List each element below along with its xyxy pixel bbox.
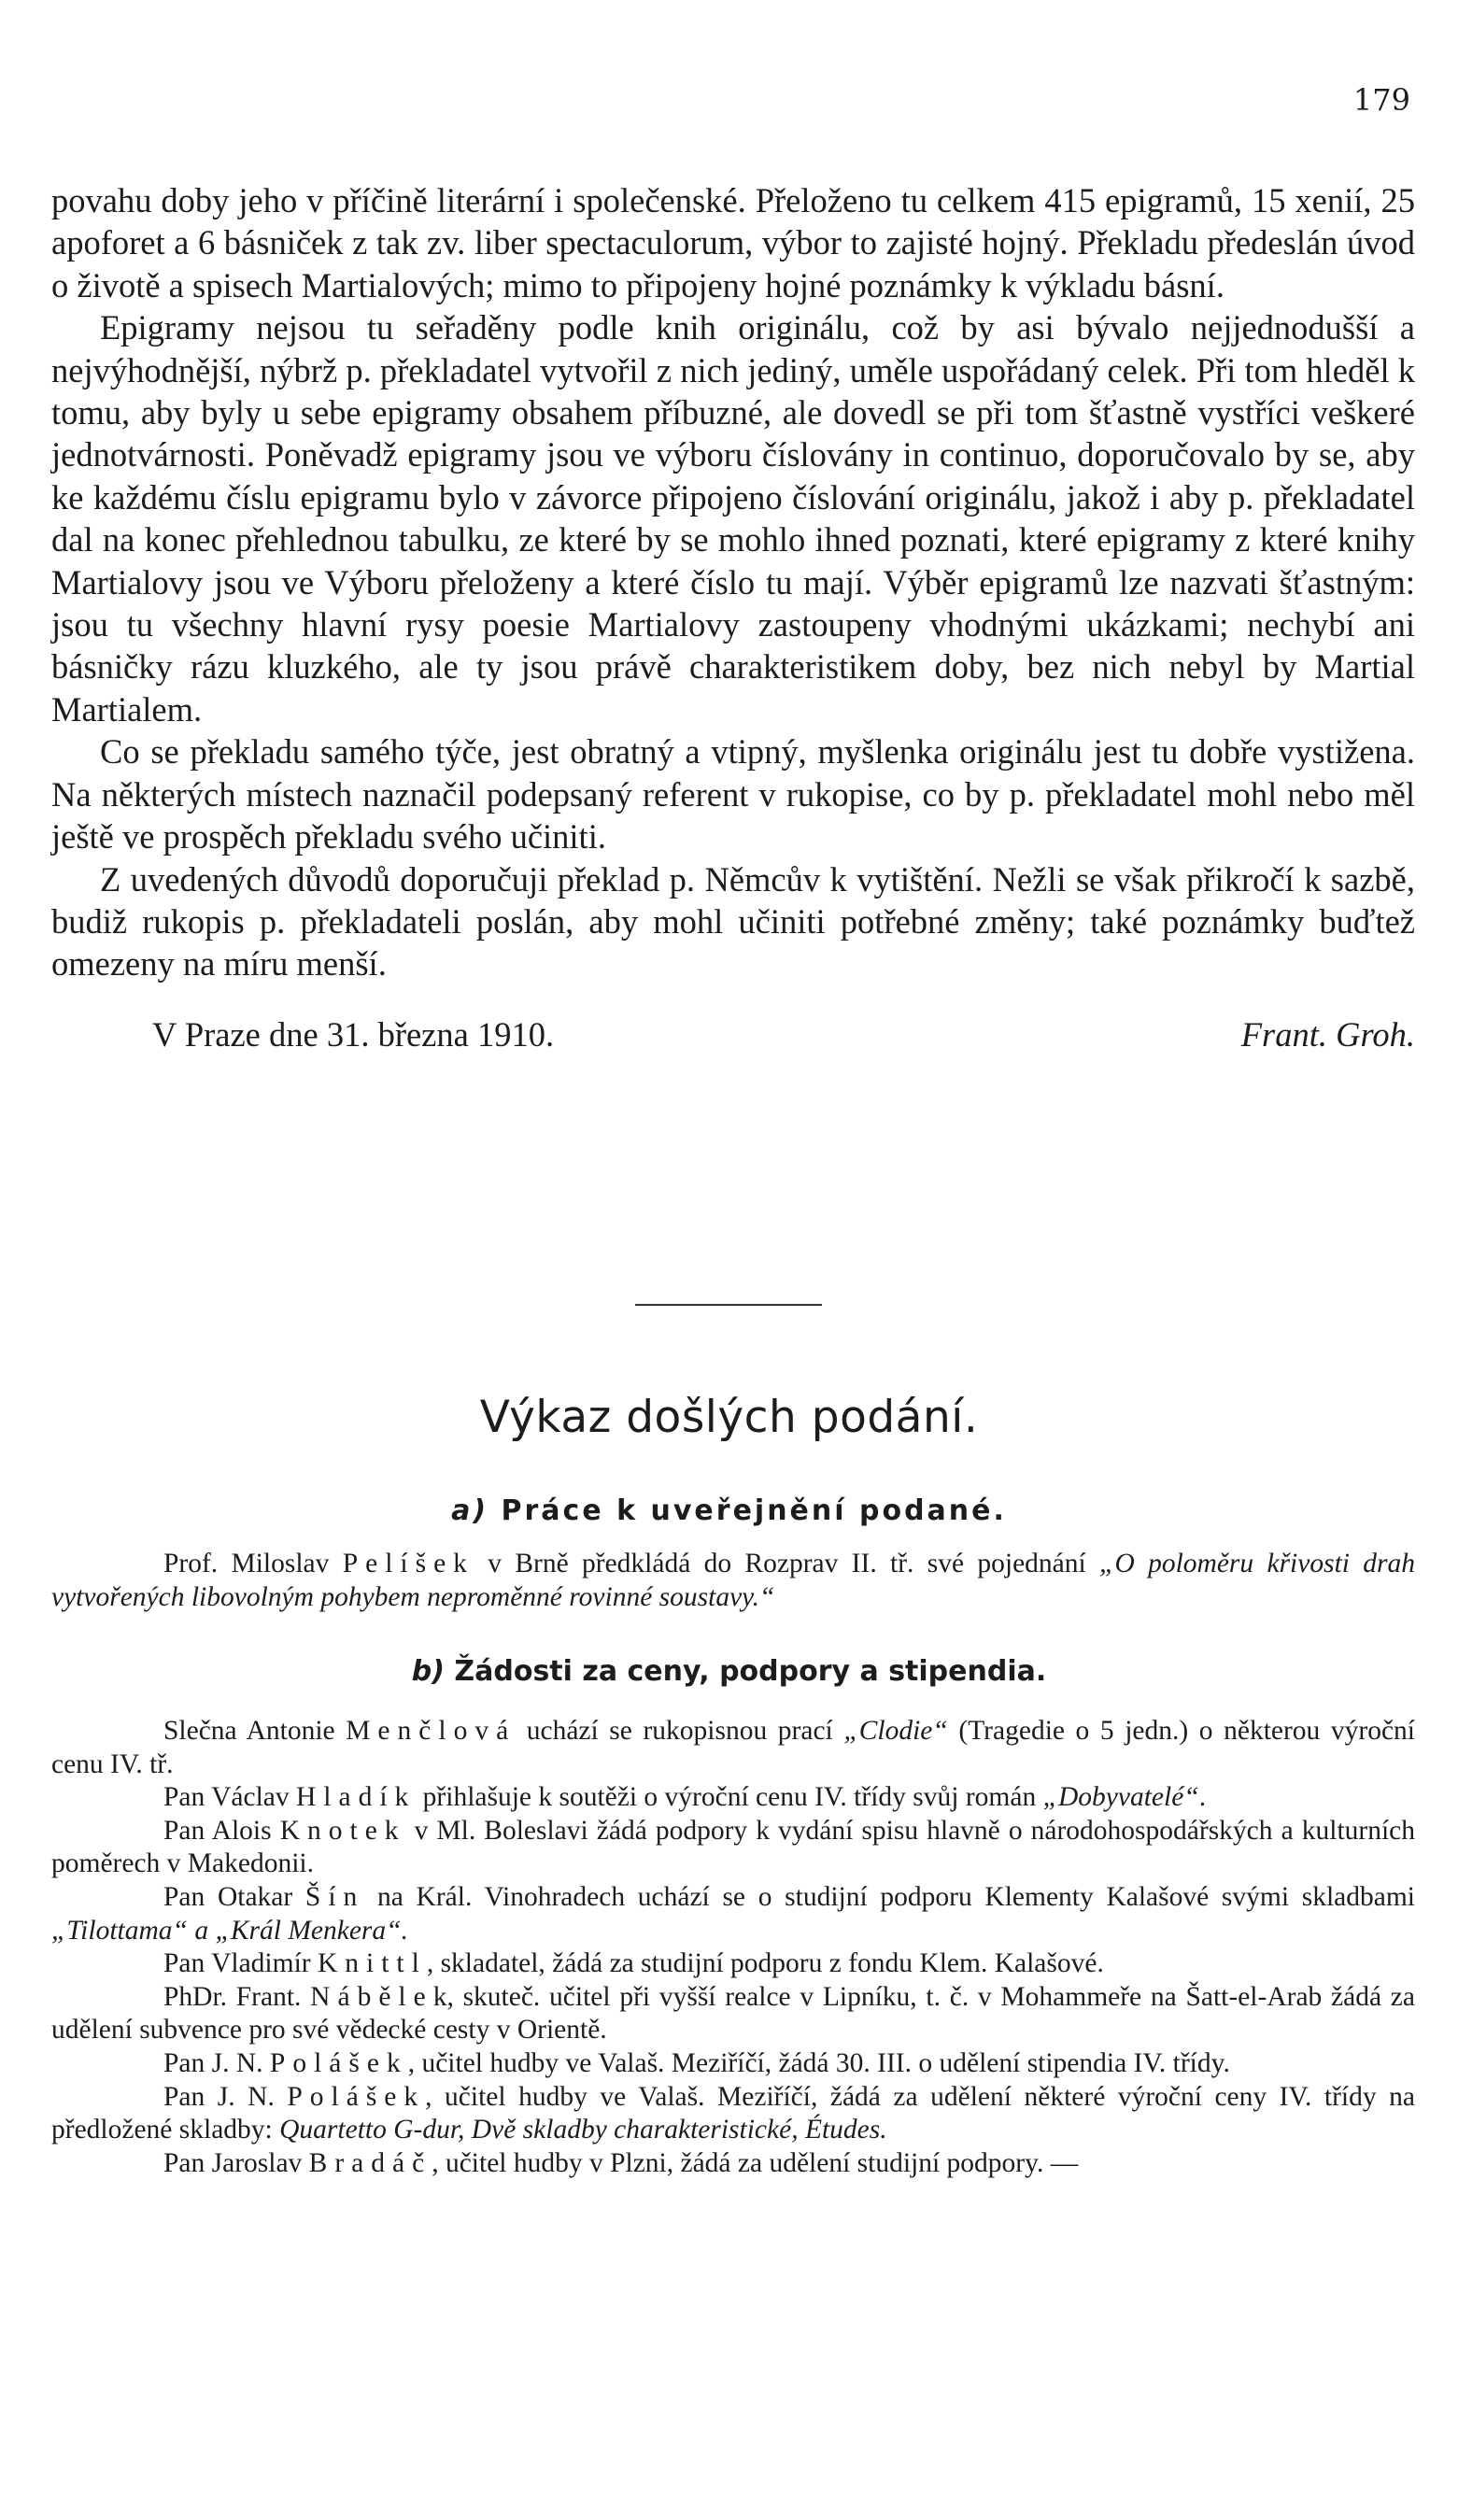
list-item: Pan J. N. Polášek, učitel hudby ve Valaš. Meziříčí, žádá za udělení některé výroční ceny IV. třídy na předložené skladby: Quartetto G-dur, Dvě skladby charakteristické, Études. xyxy=(51,2081,1415,2145)
list-item: Slečna Antonie Menčlová uchází se rukopisnou prací „Clodie“ (Tragedie o 5 jedn.) o některou výroční cenu IV. tř. xyxy=(51,1716,1415,1779)
subsection-b-heading xyxy=(0,1655,1458,1688)
list-item: Pan Jaroslav Bradáč, učitel hudby v Plzni, žádá za udělení studijní podpory. — xyxy=(163,2147,1079,2178)
paragraph: Z uvedených důvodů doporučuji překlad p. Němcův k vytištění. Nežli se však přikročí k sazbě, budiž rukopis p. překladateli poslán, aby mohl učiniti potřebné změny; také poznámky buďtež omezeny na míru menší. xyxy=(51,859,1415,984)
date-line: V Praze dne 31. března 1910. xyxy=(152,1014,555,1054)
page-number: 179 xyxy=(1352,82,1410,118)
section-heading: Výkaz došlých podání. xyxy=(479,1392,979,1443)
list-item: Pan J. N. Polášek, učitel hudby ve Valaš. Meziříčí, žádá 30. III. o udělení stipendia IV. třídy. xyxy=(163,2047,1230,2078)
subsection-letter: a) xyxy=(451,1494,489,1527)
list-item: PhDr. Frant. Nábělek, skuteč. učitel při vyšší realce v Lipníku, t. č. v Mohammeře na Šatt-el-Arab žádá za udělení subvence pro své vědecké cesty v Orientě. xyxy=(51,1981,1415,2046)
subsection-title: Práce k uveřejnění podané. xyxy=(501,1494,1007,1527)
subsection-a-entries xyxy=(51,1548,1415,1614)
subsection-title: Žádosti za ceny, podpory a stipendia. xyxy=(454,1655,1047,1688)
list-item: Pan Václav Hladík přihlašuje k soutěži o výroční cenu IV. třídy svůj román „Dobyvatelé“. xyxy=(163,1782,1207,1813)
list-item: Pan Otakar Šín na Král. Vinohradech uchází se o studijní podporu Klementy Kalašové svými skladbami „Tilottama“ a „Král Menkera“. xyxy=(51,1881,1415,1946)
paragraph: Co se překladu samého týče, jest obratný a vtipný, myšlenka originálu jest tu dobře vystižena. Na některých místech naznačil podepsaný referent v rukopise, co by p. překladatel mohl nebo měl ještě ve prospěch překladu svého učiniti. xyxy=(51,732,1415,857)
signature: Frant. Groh. xyxy=(1240,1014,1415,1054)
list-item: Pan Alois Knotek v Ml. Boleslavi žádá podpory k vydání spisu hlavně o národohospodářských a kulturních poměrech v Makedonii. xyxy=(51,1815,1415,1879)
review-text xyxy=(51,179,1415,1055)
list-item: Pan Vladimír Knittl, skladatel, žádá za studijní podporu z fondu Klem. Kalašové. xyxy=(163,1948,1104,1979)
subsection-letter: b) xyxy=(411,1655,445,1688)
subsection-a-heading xyxy=(0,1494,1458,1527)
subsection-b-entries xyxy=(51,1715,1415,2180)
paragraph: Epigramy nejsou tu seřaděny podle knih originálu, což by asi bývalo nejjednodušší a nejvýhodnější, nýbrž p. překladatel vytvořil z nich jediný, uměle uspořádaný celek. Při tom hleděl k tomu, aby byly u sebe epigramy obsahem příbuzné, ale dovedl se při tom šťastně vystříci veškeré jednotvárnosti. Poněvadž epigramy jsou ve výboru číslovány in continuo, doporučovalo by se, aby ke každému číslu epigramu bylo v závorce připojeno číslování originálu, jakož i aby p. překladatel dal na konec přehlednou tabulku, ze které by se mohlo ihned poznati, které epigramy z které knihy Martialovy jsou ve Výboru přeloženy a které číslo tu mají. Výběr epigramů lze nazvati šťastným: jsou tu všechny hlavní rysy poesie Martialovy zastoupeny vhodnými ukázkami; nechybí ani básničky rázu kluzkého, ale ty jsou právě charakteristikem doby, bez nich nebyl by Martial Martialem. xyxy=(51,308,1415,729)
paragraph: povahu doby jeho v příčině literární i společenské. Přeloženo tu celkem 415 epigramů, 15 xenií, 25 apoforet a 6 básniček z tak zv. liber spectaculorum, výbor to zajisté hojný. Překladu předeslán úvod o životě a spisech Martialových; mimo to připojeny hojné poznámky k výkladu básní. xyxy=(51,181,1415,304)
list-item: Prof. Miloslav Pelíšek v Brně předkládá do Rozprav II. tř. své pojednání „O poloměru křivosti drah vytvořených libovolným pohybem neproměnné rovinné soustavy.“ xyxy=(51,1549,1416,1612)
section-divider xyxy=(635,1304,822,1306)
date-signature-line xyxy=(51,1013,1415,1055)
